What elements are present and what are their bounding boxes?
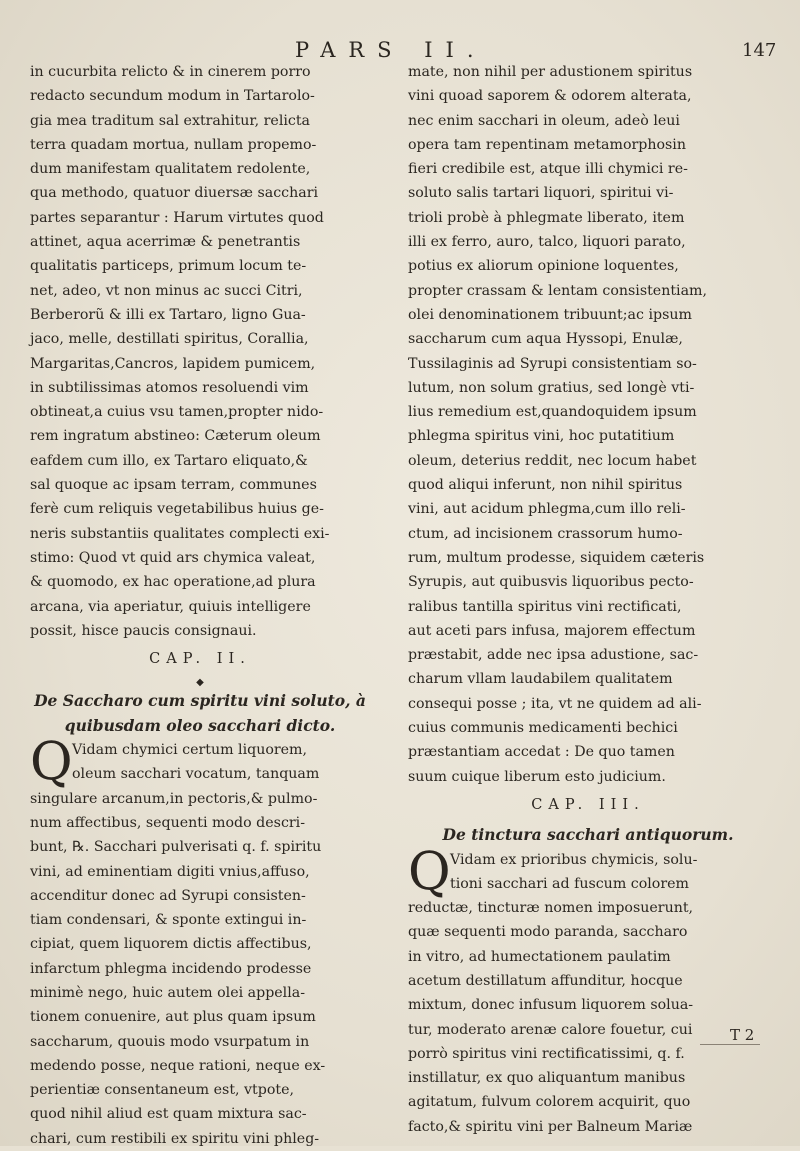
text-line: mixtum, donec infusum liquorem solua-: [408, 997, 694, 1014]
chapter-label: CAP. III.: [531, 796, 645, 813]
text-line: cuius communis medicamenti bechici: [408, 720, 678, 737]
text-line: stimo: Quod vt quid ars chymica valeat,: [30, 549, 316, 566]
drop-cap: Q: [408, 841, 451, 902]
text-line: ralibus tantilla spiritus vini rectificati,: [408, 598, 682, 615]
text-line: agitatum, fulvum colorem acquirit, quo: [408, 1094, 691, 1111]
text-line: lius remedium est,quandoquidem ipsum: [408, 404, 697, 421]
text-line: bunt, ℞. Sacchari pulverisati q. f. spiritu: [30, 839, 322, 856]
text-line: qualitatis particeps, primum locum te-: [30, 258, 307, 275]
text-line: potius ex aliorum opinione loquentes,: [408, 258, 679, 275]
text-line: attinet, aqua acerrimæ & penetrantis: [30, 234, 301, 251]
text-line: trioli probè à phlegmate liberato, item: [408, 209, 685, 226]
text-line: obtineat,a cuius vsu tamen,propter nido-: [30, 404, 324, 421]
text-line: suum cuique liberum esto judicium.: [408, 768, 666, 785]
text-line: terra quadam mortua, nullam propemo-: [30, 136, 317, 153]
text-line: sal quoque ac ipsam terram, communes: [30, 477, 317, 494]
text-line: infarctum phlegma incidendo prodesse: [30, 960, 312, 977]
text-line: in cucurbita relicto & in cinerem porro: [30, 64, 311, 80]
chapter-heading-line: quibusdam oleo sacchari dicto.: [64, 715, 336, 735]
text-line: perientiæ consentaneum est, vtpote,: [30, 1082, 294, 1099]
text-line: soluto salis tartari liquori, spiritui vi-: [408, 185, 674, 202]
text-line: facto,& spiritu vini per Balneum Mariæ: [408, 1118, 693, 1135]
chapter-heading: De tinctura sacchari antiquorum.: [442, 825, 734, 845]
text-line: saccharum cum aqua Hyssopi, Enulæ,: [408, 331, 683, 348]
right-text-block-b: [408, 872, 768, 1139]
text-line: fieri credibile est, atque illi chymici re-: [408, 161, 688, 178]
text-line: partes separantur : Harum virtutes quod: [30, 209, 324, 226]
text-line: gia mea traditum sal extrahitur, relicta: [30, 112, 311, 129]
right-text-block-a: [408, 60, 768, 789]
text-line: instillatur, ex quo aliquantum manibus: [408, 1070, 686, 1087]
text-line: oleum, deterius reddit, nec locum habet: [408, 452, 697, 469]
running-head-title: PARS II.: [295, 38, 487, 62]
signature-mark: T 2: [730, 1026, 755, 1044]
text-line: olei denominationem tribuunt;ac ipsum: [408, 306, 692, 323]
left-column: [30, 60, 370, 1151]
text-line: acetum destillatum affunditur, hocque: [408, 972, 683, 989]
chapter-label: CAP. II.: [149, 651, 251, 668]
text-line: redacto secundum modum in Tartarolo-: [30, 88, 315, 105]
paragraph-first-line: Vidam chymici certum liquorem,: [72, 742, 308, 759]
text-line: & quomodo, ex hac operatione,ad plura: [30, 574, 316, 591]
text-line: consequi posse ; ita, vt ne quidem ad ali-: [408, 695, 702, 712]
text-line: opera tam repentinam metamorphosin: [408, 136, 686, 153]
text-line: reductæ, tincturæ nomen imposuerunt,: [408, 900, 694, 917]
text-line: rum, multum prodesse, siquidem cæteris: [408, 549, 705, 566]
text-line: tionem conuenire, aut plus quam ipsum: [30, 1009, 316, 1026]
left-text-block-a: [30, 60, 370, 643]
text-line: ferè cum reliquis vegetabilibus huius ge-: [30, 501, 324, 518]
text-line: phlegma spiritus vini, hoc putatitium: [408, 428, 675, 445]
text-line: neris substantiis qualitates complecti exi-: [30, 525, 330, 542]
text-line: Syrupis, aut quibusvis liquoribus pecto-: [408, 574, 694, 591]
text-line: aut aceti pars infusa, majorem effectum: [408, 622, 696, 639]
left-text-block-b: [30, 762, 370, 1151]
text-line: jaco, melle, destillati spiritus, Corallia,: [30, 331, 309, 348]
text-line: tiam condensari, & sponte extingui in-: [30, 912, 307, 929]
paragraph-first-line: Vidam ex prioribus chymicis, solu-: [450, 851, 698, 868]
ornament-mark: ◆: [196, 677, 204, 689]
text-line: qua methodo, quatuor diuersæ sacchari: [30, 185, 319, 202]
page-number: 147: [742, 40, 777, 61]
text-line: præstantiam accedat : De quo tamen: [408, 744, 675, 761]
signature-rule: [700, 1044, 760, 1045]
text-line: vini quoad saporem & odorem alterata,: [408, 88, 692, 105]
text-line: in subtilissimas atomos resoluendi vim: [30, 379, 309, 396]
text-line: medendo posse, neque rationi, neque ex-: [30, 1057, 326, 1074]
text-line: arcana, via aperiatur, quiuis intelligere: [30, 598, 311, 615]
text-line: ctum, ad incisionem crassorum humo-: [408, 525, 683, 542]
text-line: singulare arcanum,in pectoris,& pulmo-: [30, 790, 318, 807]
text-line: charum vllam laudabilem qualitatem: [408, 671, 673, 688]
text-line: in vitro, ad humectationem paulatim: [408, 948, 671, 965]
text-line: quod nihil aliud est quam mixtura sac-: [30, 1106, 307, 1123]
text-line: saccharum, quouis modo vsurpatum in: [30, 1033, 310, 1050]
text-line: possit, hisce paucis consignaui.: [30, 622, 257, 639]
chapter-heading-line: De Saccharo cum spiritu vini soluto, à: [34, 691, 366, 711]
text-line: cipiat, quem liquorem dictis affectibus,: [30, 936, 312, 953]
text-line: lutum, non solum gratius, sed longè vti-: [408, 379, 695, 396]
text-line: dum manifestam qualitatem redolente,: [30, 161, 311, 178]
text-line: quod aliqui inferunt, non nihil spiritus: [408, 477, 683, 494]
text-line: quæ sequenti modo paranda, saccharo: [408, 924, 688, 941]
right-column: [408, 60, 768, 1139]
text-line: tioni sacchari ad fuscum colorem: [450, 875, 689, 892]
text-line: vini, aut acidum phlegma,cum illo reli-: [408, 501, 686, 518]
text-line: nec enim sacchari in oleum, adeò leui: [408, 112, 680, 129]
text-line: oleum sacchari vocatum, tanquam: [72, 766, 320, 783]
text-line: vini, ad eminentiam digiti vnius,affuso,: [30, 863, 310, 880]
drop-cap: Q: [30, 732, 73, 793]
text-line: Margaritas,Cancros, lapidem pumicem,: [30, 355, 316, 372]
text-line: Berberorũ & illi ex Tartaro, ligno Gua-: [30, 306, 306, 323]
text-line: illi ex ferro, auro, talco, liquori parato,: [408, 234, 686, 251]
text-line: eafdem cum illo, ex Tartaro eliquato,&: [30, 452, 308, 469]
text-line: mate, non nihil per adustionem spiritus: [408, 64, 693, 80]
text-line: tur, moderato arenæ calore fouetur, cui: [408, 1021, 693, 1038]
text-line: Tussilaginis ad Syrupi consistentiam so-: [408, 355, 697, 372]
text-line: net, adeo, vt non minus ac succi Citri,: [30, 282, 303, 299]
text-line: chari, cum restibili ex spiritu vini phleg-: [30, 1130, 320, 1147]
text-line: minimè nego, huic autem olei appella-: [30, 984, 305, 1001]
text-line: propter crassam & lentam consistentiam,: [408, 282, 707, 299]
text-line: porrò spiritus vini rectificatissimi, q. f.: [408, 1045, 685, 1062]
text-line: rem ingratum abstineo: Cæterum oleum: [30, 428, 321, 445]
text-line: accenditur donec ad Syrupi consisten-: [30, 887, 306, 904]
text-line: præstabit, adde nec ipsa adustione, sac-: [408, 647, 699, 664]
text-line: num affectibus, sequenti modo descri-: [30, 814, 306, 831]
